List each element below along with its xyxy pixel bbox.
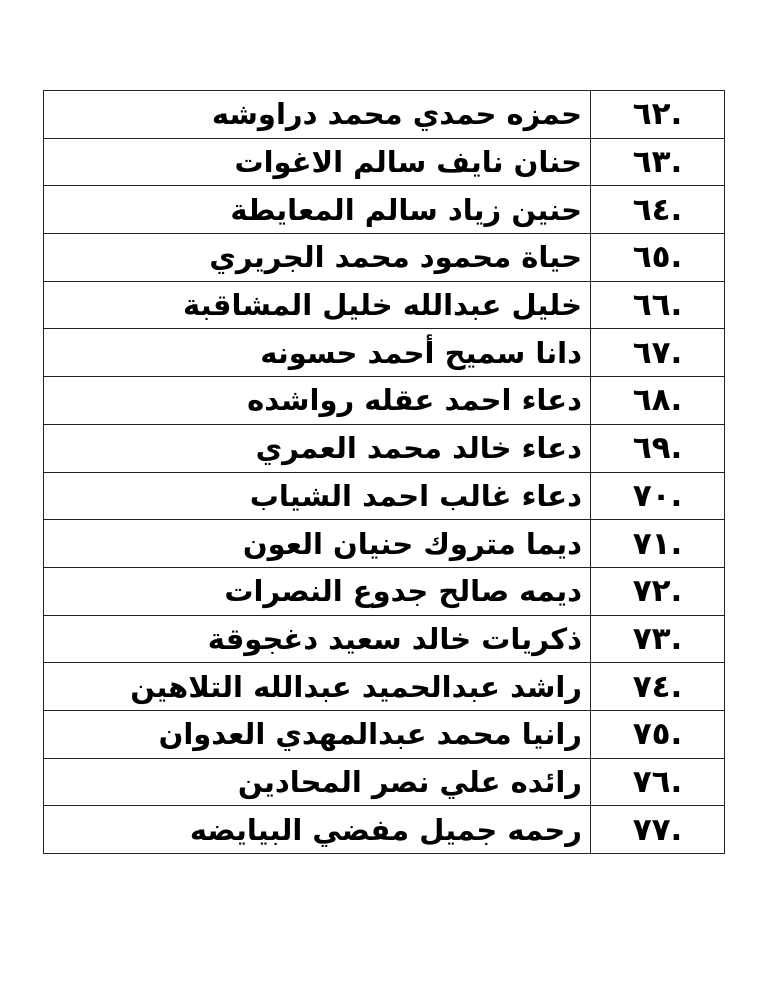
table-row (44, 329, 725, 377)
table-row (44, 424, 725, 472)
table-row (44, 663, 725, 711)
table-row (44, 234, 725, 282)
row-number: .٧٤ (591, 663, 725, 711)
table-row (44, 472, 725, 520)
row-number: .٦٦ (591, 281, 725, 329)
table-row (44, 186, 725, 234)
row-name: دانا سميح أحمد حسونه (44, 329, 591, 377)
table-row (44, 377, 725, 425)
row-number: .٧١ (591, 520, 725, 568)
names-table-body (44, 91, 725, 854)
row-number: .٧٠ (591, 472, 725, 520)
row-number: .٦٤ (591, 186, 725, 234)
row-name: حنين زياد سالم المعايطة (44, 186, 591, 234)
row-number: .٦٩ (591, 424, 725, 472)
table-row (44, 138, 725, 186)
row-name: ذكريات خالد سعيد دغجوقة (44, 615, 591, 663)
row-number: .٦٣ (591, 138, 725, 186)
row-name: دعاء احمد عقله رواشده (44, 377, 591, 425)
row-name: حنان نايف سالم الاغوات (44, 138, 591, 186)
row-number: .٧٣ (591, 615, 725, 663)
row-name: دعاء غالب احمد الشياب (44, 472, 591, 520)
row-number: .٦٢ (591, 91, 725, 139)
row-name: رحمه جميل مفضي البيايضه (44, 806, 591, 854)
row-number: .٦٨ (591, 377, 725, 425)
table-row (44, 91, 725, 139)
row-name: حمزه حمدي محمد دراوشه (44, 91, 591, 139)
table-row (44, 806, 725, 854)
row-number: .٦٥ (591, 234, 725, 282)
row-number: .٧٥ (591, 710, 725, 758)
row-number: .٧٦ (591, 758, 725, 806)
row-name: ديمه صالح جدوع النصرات (44, 567, 591, 615)
table-row (44, 567, 725, 615)
row-number: .٦٧ (591, 329, 725, 377)
row-name: حياة محمود محمد الجريري (44, 234, 591, 282)
names-table (43, 90, 725, 854)
table-row (44, 520, 725, 568)
row-name: رائده علي نصر المحادين (44, 758, 591, 806)
table-row (44, 281, 725, 329)
table-row (44, 615, 725, 663)
row-name: رانيا محمد عبدالمهدي العدوان (44, 710, 591, 758)
row-name: ديما متروك حنيان العون (44, 520, 591, 568)
row-name: خليل عبدالله خليل المشاقبة (44, 281, 591, 329)
row-name: راشد عبدالحميد عبدالله التلاهين (44, 663, 591, 711)
row-name: دعاء خالد محمد العمري (44, 424, 591, 472)
table-row (44, 710, 725, 758)
row-number: .٧٢ (591, 567, 725, 615)
table-row (44, 758, 725, 806)
row-number: .٧٧ (591, 806, 725, 854)
